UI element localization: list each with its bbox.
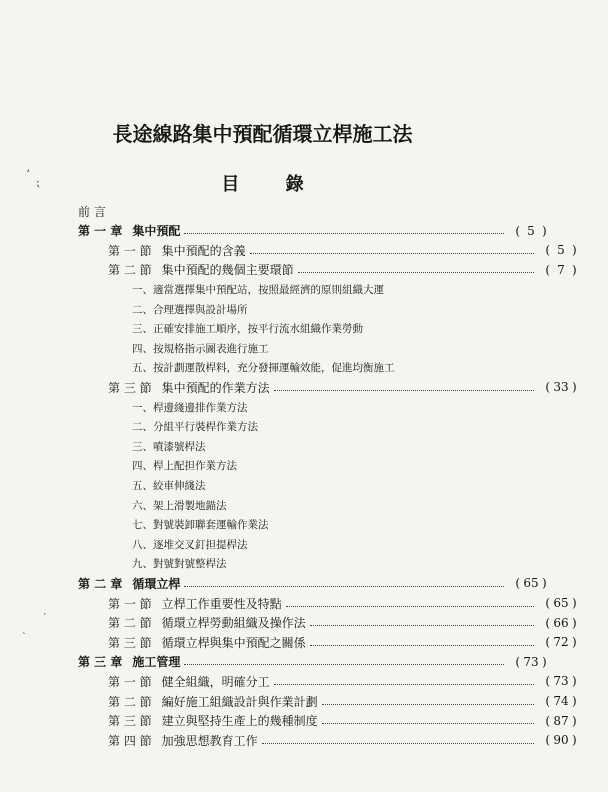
toc-entry-title: 循環立桿勞動組織及操作法 [161,616,306,631]
toc-entry-title: 絞車伸綫法 [153,479,206,492]
toc-entry-number: 第 一 節 [108,596,152,611]
toc-entry-title: 立桿工作重要性及特點 [161,596,282,611]
dot-leader [274,390,534,391]
toc-entry-item [0,436,608,456]
paren-open: ( [545,733,550,748]
dot-leader [310,645,534,646]
page-number: 65 [553,596,569,610]
paren-open: ( [515,576,520,591]
paren-open: ( [545,694,550,708]
toc-entry-page [508,576,554,590]
paren-open: ( [515,223,520,238]
toc-entry-number: 第 三 節 [108,714,152,729]
toc-entry-label [108,242,246,259]
toc-entry-item [0,417,608,437]
toc-entry-number: 第 二 節 [108,694,152,709]
toc-entry-section [0,671,584,691]
toc-entry-chapter [0,652,554,672]
toc-entry-title: 合理選擇與設計場所 [153,303,248,316]
toc-entry-label [132,517,269,532]
toc-entry-item [0,299,608,319]
page-number: 90 [553,733,569,748]
toc-entry-title: 噴漆號桿法 [153,440,206,453]
toc-entry-title: 建立與堅持生產上的幾種制度 [161,714,318,729]
page-title: 長途線路集中預配循環立桿施工法 [112,122,413,146]
toc-entry-label [132,419,258,434]
toc-entry-page [508,655,554,669]
toc-entry-preface [0,201,554,221]
toc-entry-label [132,537,248,552]
toc-entry-section [0,593,584,613]
toc-entry-number: 第 一 節 [108,674,152,689]
toc-entry-item [0,475,608,495]
scan-speck: ⁏ [36,176,40,189]
toc-entry-number: 第 二 節 [108,263,152,278]
toc-entry-title: 加強思想教育工作 [161,733,258,748]
toc-entry-title: 對號裝卸聯套運輸作業法 [153,519,269,532]
toc-entry-title: 集中預配的作業方法 [161,380,270,395]
toc-entry-number: 第 三 節 [108,380,152,395]
toc-entry-number: 第 四 節 [108,733,152,748]
paren-close: ) [572,596,577,610]
toc-entry-number: 七、 [132,519,153,532]
toc-entry-number: 四、 [132,460,153,473]
toc-entry-title: 集中預配 [132,224,181,239]
toc-entry-item [0,338,608,358]
toc-entry-number: 第 一 章 [78,224,123,239]
toc-entry-number: 八、 [132,538,153,551]
toc-entry-section [0,260,584,280]
scan-speck: ˙ [42,612,48,625]
toc-entry-number: 三、 [132,440,153,453]
toc-entry-label [132,400,248,415]
toc-entry-number: 一、 [132,283,153,296]
toc-entry-title: 桿邊綫邊排作業方法 [153,401,248,414]
toc-entry-item [0,397,608,417]
toc-entry-label [108,634,306,651]
toc-entry-item [0,456,608,476]
toc-entry-label [132,360,395,375]
toc-entry-title: 對號對號整桿法 [153,558,227,571]
toc-entry-label [132,341,269,356]
page-number: 87 [553,713,569,728]
dot-leader [184,233,504,234]
dot-leader [262,743,534,744]
toc-entry-title: 集中預配的幾個主要環節 [161,263,294,278]
paren-close: ) [572,733,577,748]
toc-entry-number: 第 二 章 [78,576,123,591]
toc-entry-label [132,282,384,297]
toc-entry-title: 桿上配担作業方法 [153,460,237,473]
dot-leader [184,664,504,665]
toc-heading [0,170,525,196]
toc-entry-page [538,733,584,747]
dot-leader [322,723,534,724]
toc-entry-chapter [0,221,554,241]
dot-leader [250,253,534,254]
toc-entry-label [108,693,318,710]
scan-speck: ʼ [26,168,30,181]
toc-entry-title: 按規格指示圖表進行施工 [153,342,269,355]
page-number: 65 [523,576,539,591]
toc-entry-number: 九、 [132,558,153,571]
toc-entry-number: 第 一 節 [108,243,152,258]
toc-entry-label [108,595,282,612]
toc-entry-page [538,263,584,277]
paren-open: ( [515,654,520,669]
page-number: 73 [523,654,539,669]
paren-open: ( [545,635,550,650]
dot-leader [322,704,534,705]
toc-entry-label [108,614,306,631]
toc-entry-label [132,321,363,336]
toc-entry-page [538,635,584,649]
toc-entry-number: 二、 [132,421,153,434]
toc-entry-label [132,439,206,454]
toc-entry-title: 循環立桿 [132,576,181,591]
toc-entry-number: 三、 [132,323,153,336]
toc-entry-title: 適當選擇集中預配站，按照最經濟的原則組織大運 [153,283,384,296]
toc-heading-char-1: 目 [221,174,240,195]
toc-entry-label [108,673,270,690]
toc-entry-section [0,711,584,731]
page-number: 72 [553,635,569,650]
paren-close: ) [572,694,577,708]
toc-entry-number: 六、 [132,499,153,512]
toc-entry-section [0,613,584,633]
toc-entry-label [78,575,180,592]
toc-entry-label [132,556,227,571]
toc-entry-section [0,240,584,260]
paren-close: ) [542,223,547,238]
toc-entry-section [0,730,584,750]
toc-entry-item [0,534,608,554]
paren-open: ( [545,674,550,689]
page-number: 74 [553,694,569,708]
paren-open: ( [545,262,550,277]
toc-entry-label [78,653,180,670]
toc-entry-section [0,632,584,652]
toc-entry-title: 循環立桿與集中預配之關係 [161,635,306,650]
page-number: 73 [553,674,569,689]
toc-entry-page [538,243,584,257]
toc-entry-label [78,203,106,220]
toc-entry-label [132,458,237,473]
dot-leader [184,586,504,587]
paren-close: ) [572,615,577,630]
toc-entry-page [538,380,584,394]
dot-leader [286,606,534,607]
toc-entry-number: 一、 [132,401,153,414]
toc-entry-title: 健全組織，明確分工 [161,674,270,689]
dot-leader [298,272,534,273]
toc-entry-page [538,596,584,610]
paren-close: ) [572,674,577,689]
dot-leader [274,684,534,685]
page-number: 5 [557,243,565,258]
toc-entry-label [78,222,180,239]
page-number: 66 [553,615,569,630]
toc-entry-title: 施工管理 [132,655,181,670]
toc-entry-number: 五、 [132,362,153,375]
toc-entry-number: 第 三 章 [78,655,123,670]
toc-entry-title: 架上滑製地錨法 [153,499,227,512]
toc-entry-number: 四、 [132,342,153,355]
toc-entry-page [538,694,584,708]
paren-open: ( [545,615,550,630]
toc-entry-chapter [0,573,554,593]
toc-entry-item [0,495,608,515]
toc-entry-number: 二、 [132,303,153,316]
toc-entry-page [508,224,554,238]
toc-entry-label [132,302,248,317]
toc-entry-label [108,379,270,396]
toc-entry-item [0,554,608,574]
paren-close: ) [572,635,577,650]
toc-entry-label [108,712,318,729]
toc-entry-title: 編好施工組織設計與作業計劃 [161,694,318,709]
scan-speck: ˴ [22,625,26,638]
toc-entry-section [0,691,584,711]
toc-entry-item [0,515,608,535]
toc-entry-page [538,616,584,630]
toc-entry-number: 五、 [132,479,153,492]
toc-entry-number: 第 二 節 [108,616,152,631]
toc-entry-label [132,498,227,513]
toc-entry-title: 正確安排施工順序，按平行流水組織作業勞動 [153,323,363,336]
toc-entry-label [132,478,206,493]
toc-entry-item [0,358,608,378]
paren-close: ) [542,654,547,669]
toc-heading-char-2: 錄 [285,174,304,195]
dot-leader [310,625,534,626]
paren-close: ) [572,713,577,728]
toc-entry-number: 第 三 節 [108,635,152,650]
toc-entry-page [538,674,584,688]
paren-open: ( [545,243,550,258]
toc-entry-section [0,377,584,397]
toc-entry-item [0,279,608,299]
toc-entry-title: 集中預配的含義 [161,243,246,258]
paren-close: ) [572,380,577,395]
page-number: 7 [557,262,565,277]
paren-open: ( [545,380,550,395]
toc-entry-label [108,261,294,278]
toc-entry-page [538,714,584,728]
paren-open: ( [545,713,550,728]
page-number: 33 [553,380,569,395]
toc-entry-title: 分組平行裝桿作業方法 [153,421,258,434]
toc-entry-label [108,732,258,749]
toc-entry-title: 逐堆交叉釘担提桿法 [153,538,248,551]
paren-close: ) [572,243,577,258]
toc-entry-item [0,319,608,339]
paren-close: ) [572,262,577,277]
page-number: 5 [527,223,535,238]
toc-entry-title: 按計劃運散桿料，充分發揮運輸效能，促進均衡施工 [153,362,395,375]
paren-close: ) [542,576,547,591]
paren-open: ( [545,596,550,610]
toc-entry-number: 前 言 [78,204,106,219]
